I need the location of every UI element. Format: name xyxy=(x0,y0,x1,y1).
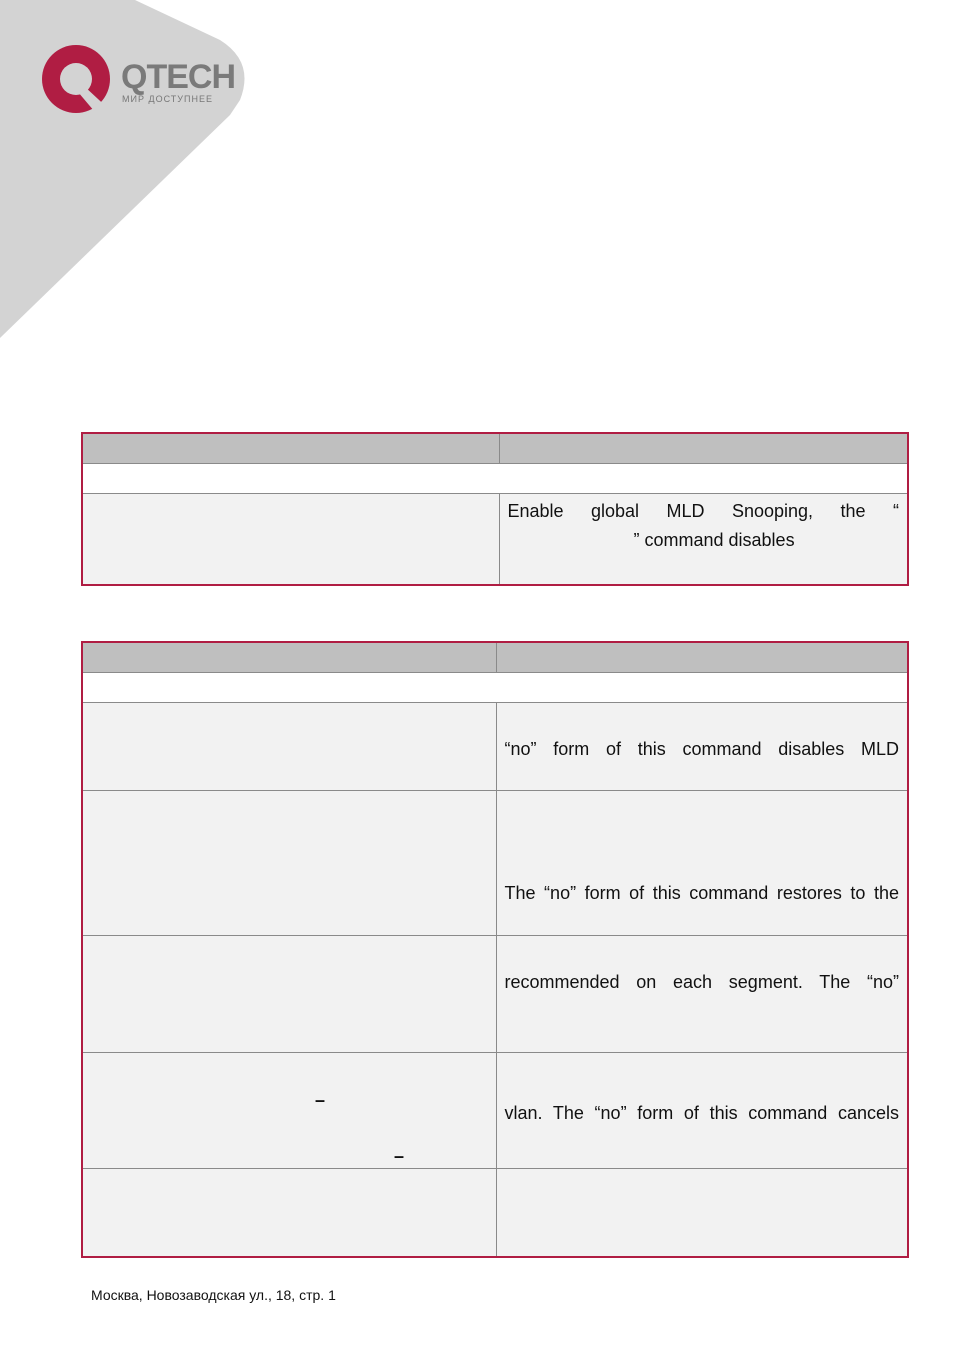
command-cell xyxy=(82,936,496,1053)
header-cell xyxy=(82,642,496,673)
command-cell xyxy=(82,1053,496,1169)
description-line: vlan. The “no” form of this command cancels xyxy=(504,1103,899,1123)
dash-mark: – xyxy=(394,1146,405,1166)
table-header-row xyxy=(82,642,908,673)
brand-logo-text: QTECH xyxy=(121,58,235,96)
description-cell xyxy=(496,1169,908,1258)
table-section-cell xyxy=(82,464,908,494)
command-table-1 xyxy=(81,432,909,586)
table-header-row xyxy=(82,433,908,464)
footer-address: Москва, Новозаводская ул., 18, стр. 1 xyxy=(91,1287,336,1303)
header-cell xyxy=(496,642,908,673)
table-section-cell xyxy=(82,673,908,703)
description-cell xyxy=(499,494,908,586)
description-line: ” command disables xyxy=(633,530,795,550)
command-cell xyxy=(82,791,496,936)
command-cell xyxy=(82,703,496,791)
table-row xyxy=(82,494,908,586)
header-corner-graphic xyxy=(0,0,260,345)
table-row xyxy=(82,464,908,494)
description-cell xyxy=(496,936,908,1053)
command-table-2 xyxy=(81,641,909,1258)
command-cell xyxy=(82,1169,496,1258)
description-line: The “no” form of this command restores to the xyxy=(504,883,899,903)
header-cell xyxy=(499,433,908,464)
command-cell xyxy=(82,494,499,586)
brand-tagline: МИР ДОСТУПНЕЕ xyxy=(122,94,213,104)
description-cell xyxy=(496,1053,908,1169)
table-row xyxy=(82,703,908,791)
description-line: recommended on each segment. The “no” xyxy=(504,972,899,992)
header-cell xyxy=(82,433,499,464)
description-line: “no” form of this command disables MLD xyxy=(504,739,899,759)
table-row xyxy=(82,791,908,936)
description-cell xyxy=(496,703,908,791)
description-cell xyxy=(496,791,908,936)
table-row xyxy=(82,1169,908,1258)
dash-mark: – xyxy=(315,1090,326,1110)
table-row xyxy=(82,936,908,1053)
table-row xyxy=(82,1053,908,1169)
table-row xyxy=(82,673,908,703)
description-line: Enable global MLD Snooping, the “ xyxy=(507,501,899,521)
